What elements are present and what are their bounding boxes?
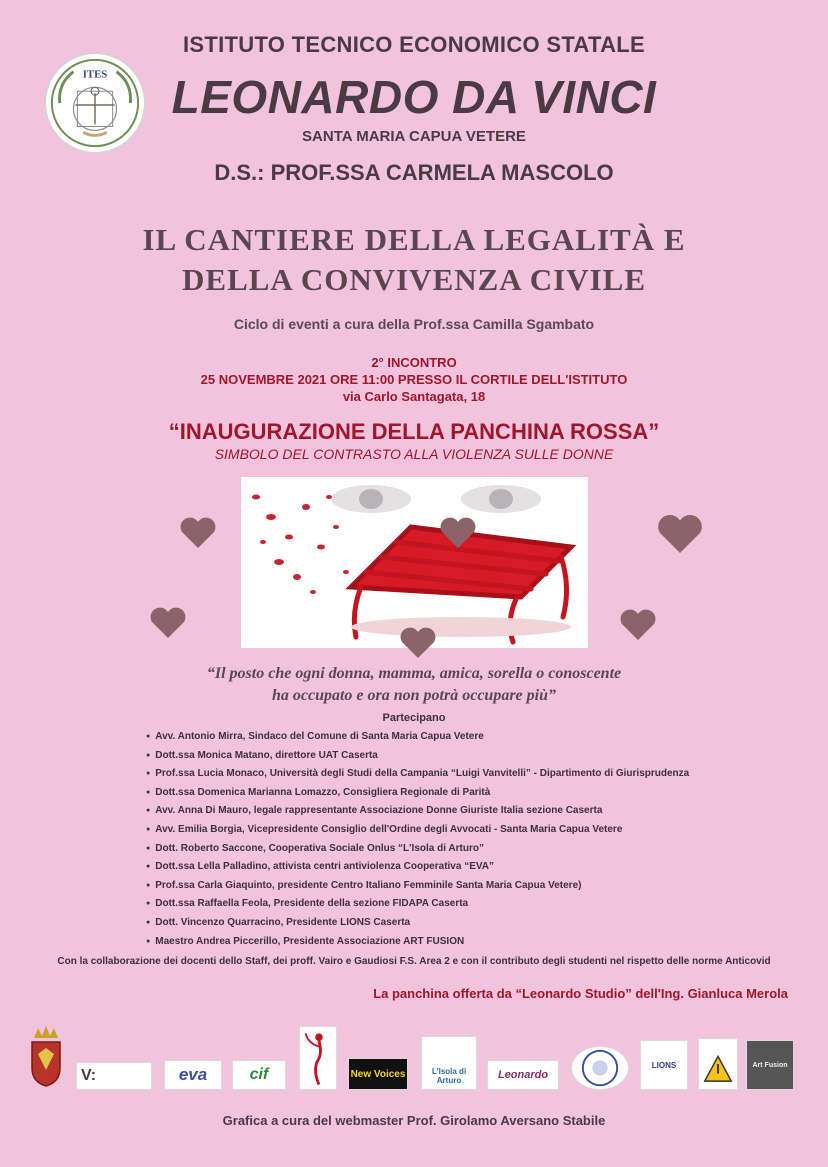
isola-di-arturo-logo: L'Isola di Arturo <box>421 1036 477 1090</box>
new-voices-logo: New Voices <box>348 1058 408 1090</box>
participant-item: ● Prof.ssa Carla Giaquinto, presidente Centro Italiano Femminile Santa Maria Capua Vetere) <box>146 877 766 896</box>
project-title <box>0 220 828 300</box>
quote <box>0 663 828 707</box>
warning-triangle-icon <box>699 1039 737 1089</box>
meeting-number: 2° INCONTRO <box>371 355 457 370</box>
principal-name: D.S.: PROF.SSA CARMELA MASCOLO <box>214 160 614 185</box>
glitter-heart-icon <box>178 514 218 550</box>
graphics-credit: Grafica a cura del webmaster Prof. Girolamo Aversano Stabile <box>222 1113 606 1128</box>
meeting-datetime: 25 NOVEMBRE 2021 ORE 11:00 PRESSO IL CORTILE DELL'ISTITUTO <box>200 372 628 387</box>
event-subtitle: SIMBOLO DEL CONTRASTO ALLA VIOLENZA SULLE DONNE <box>214 446 614 462</box>
participant-item: ● Dott. Roberto Saccone, Cooperativa Sociale Onlus “L'Isola di Arturo” <box>146 840 766 859</box>
meeting-address: via Carlo Santagata, 18 <box>342 389 486 404</box>
comune-crest-icon <box>28 1024 64 1088</box>
participant-item: ● Maestro Andrea Piccerillo, Presidente Associazione ART FUSION <box>146 933 766 952</box>
commission-logo <box>698 1038 738 1090</box>
leonardo-studio-logo: Leonardo <box>487 1060 559 1090</box>
cif-logo: cif <box>232 1060 286 1090</box>
university-logo <box>76 1062 152 1090</box>
participant-item: ● Dott.ssa Lella Palladino, attivista centri antiviolenza Cooperativa “EVA” <box>146 858 766 877</box>
quote-line1: “Il posto che ogni donna, mamma, amica, sorella o conoscente <box>206 665 622 682</box>
participant-item: ● Prof.ssa Lucia Monaco, Università degli Studi della Campania “Luigi Vanvitelli” - Dipartimento di Giurisprudenza <box>146 765 766 784</box>
glitter-heart-icon <box>398 624 438 660</box>
fidapa-emblem-icon <box>572 1047 628 1089</box>
lions-logo: LIONS <box>640 1040 688 1090</box>
project-title-line1: IL CANTIERE DELLA LEGALITÀ E <box>142 222 686 257</box>
art-fusion-logo: Art Fusion <box>746 1040 794 1090</box>
school-name: LEONARDO DA VINCI <box>171 71 657 123</box>
event-title: “INAUGURAZIONE DELLA PANCHINA ROSSA” <box>168 419 660 444</box>
participant-item: ● Dott.ssa Raffaella Feola, Presidente della sezione FIDAPA Caserta <box>146 895 766 914</box>
glitter-heart-icon <box>618 606 658 642</box>
project-title-line2: DELLA CONVIVENZA CIVILE <box>182 262 646 297</box>
school-city: SANTA MARIA CAPUA VETERE <box>302 128 526 145</box>
participants-label: Partecipano <box>382 712 446 724</box>
red-bench-illustration <box>241 477 588 648</box>
quote-line2: ha occupato e ora non potrà occupare più” <box>271 687 556 704</box>
university-v-icon: V: <box>81 1067 97 1084</box>
institute-type: ISTITUTO TECNICO ECONOMICO STATALE <box>182 32 645 57</box>
event-cycle-credit: Ciclo di eventi a cura della Prof.ssa Camilla Sgambato <box>233 316 595 332</box>
glitter-heart-icon <box>438 514 478 550</box>
glitter-heart-icon <box>148 604 188 640</box>
participant-item: ● Dott.ssa Monica Matano, direttore UAT Caserta <box>146 747 766 766</box>
red-bench-image <box>241 477 588 648</box>
participant-item: ● Avv. Antonio Mirra, Sindaco del Comune di Santa Maria Capua Vetere <box>146 728 766 747</box>
participant-item: ● Dott.ssa Domenica Marianna Lomazzo, Consigliera Regionale di Parità <box>146 784 766 803</box>
eva-logo: eva <box>164 1060 222 1090</box>
collaboration-note: Con la collaborazione dei docenti dello Staff, dei proff. Vairo e Gaudiosi F.S. Area 2 e con il contributo degli studenti nel rispetto delle norme Anticovid <box>57 956 771 967</box>
glitter-heart-icon <box>655 510 705 556</box>
participant-item: ● Dott. Vincenzo Quarracino, Presidente LIONS Caserta <box>146 914 766 933</box>
svg-text:ITES: ITES <box>82 68 108 81</box>
participant-item: ● Avv. Emilia Borgia, Vicepresidente Consiglio dell'Ordine degli Avvocati - Santa Maria Capua Vetere <box>146 821 766 840</box>
dancer-logo <box>299 1026 337 1090</box>
bench-credit: La panchina offerta da “Leonardo Studio” dell'Ing. Gianluca Merola <box>373 986 788 1001</box>
dancer-figure-icon <box>300 1027 336 1089</box>
fidapa-logo <box>571 1046 629 1090</box>
participants-list <box>146 728 766 951</box>
meeting-info <box>0 354 828 405</box>
participant-item: ● Avv. Anna Di Mauro, legale rappresentante Associazione Donne Giuriste Italia sezione Caserta <box>146 802 766 821</box>
